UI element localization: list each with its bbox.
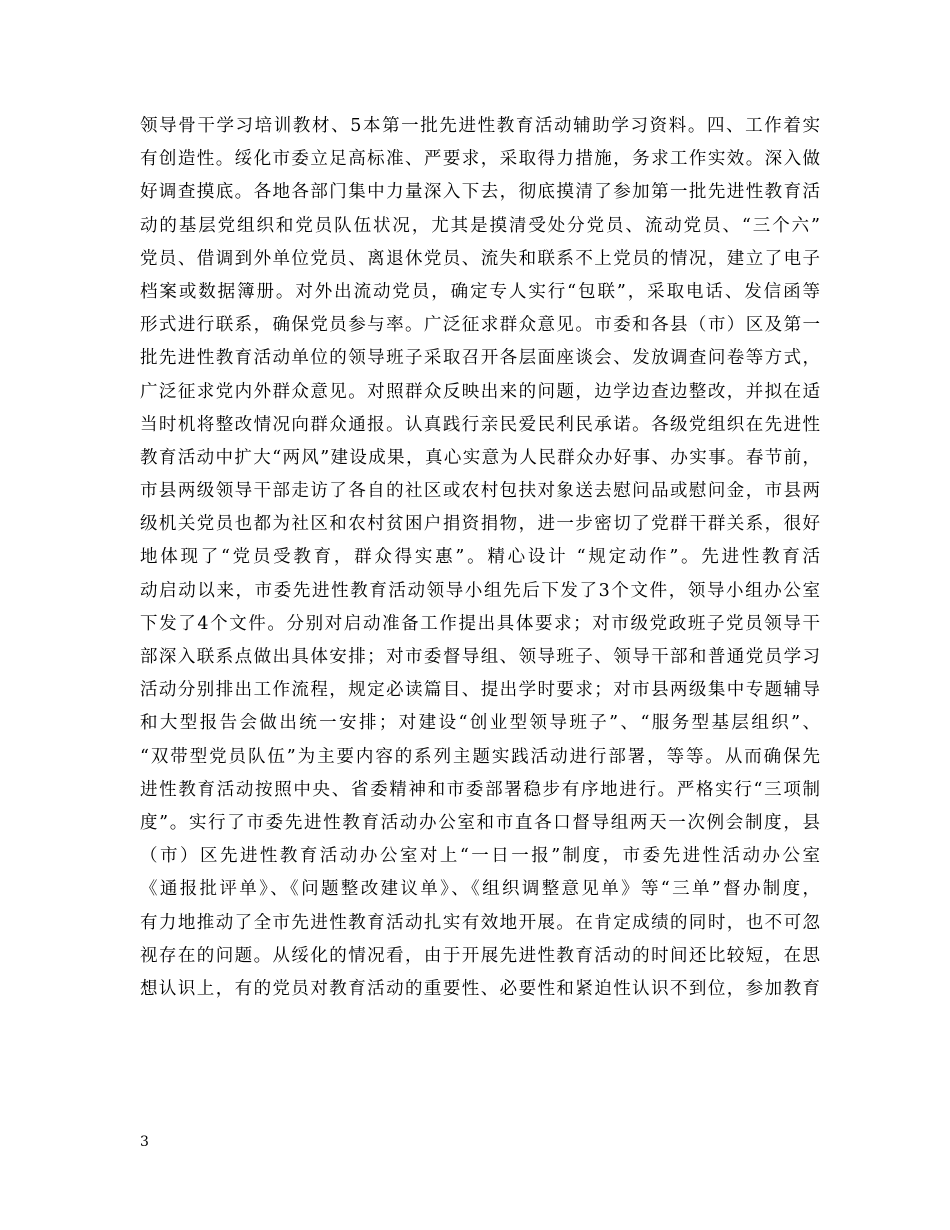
text-line: 档案或数据簿册。对外出流动党员，确定专人实行“包联”，采取电话、发信函等 xyxy=(140,281,820,302)
text-line: 进性教育活动按照中央、省委精神和市委部署稳步有序地进行。严格实行“三项制 xyxy=(140,779,820,800)
text-line: （市）区先进性教育活动办公室对上“一日一报”制度，市委先进性活动办公室 xyxy=(140,846,820,867)
text-line: 当时机将整改情况向群众通报。认真践行亲民爱民利民承诺。各级党组织在先进性 xyxy=(140,414,820,435)
document-body xyxy=(140,110,820,1006)
text-line: 有创造性。绥化市委立足高标准、严要求，采取得力措施，务求工作实效。深入做 xyxy=(140,149,820,170)
text-line: 广泛征求党内外群众意见。对照群众反映出来的问题，边学边查边整改，并拟在适 xyxy=(140,381,820,402)
text-line: 想认识上，有的党员对教育活动的重要性、必要性和紧迫性认识不到位，参加教育 xyxy=(140,978,820,999)
text-line: 形式进行联系，确保党员参与率。广泛征求群众意见。市委和各县（市）区及第一 xyxy=(140,315,820,336)
text-line: 活动分别排出工作流程，规定必读篇目、提出学时要求；对市县两级集中专题辅导 xyxy=(140,680,820,701)
text-line: “双带型党员队伍”为主要内容的系列主题实践活动进行部署，等等。从而确保先 xyxy=(140,746,820,767)
text-line: 度”。实行了市委先进性教育活动办公室和市直各口督导组两天一次例会制度，县 xyxy=(140,812,820,833)
text-line: 动启动以来，市委先进性教育活动领导小组先后下发了3个文件，领导小组办公室 xyxy=(140,580,820,601)
text-line: 下发了4个文件。分别对启动准备工作提出具体要求；对市级党政班子党员领导干 xyxy=(140,613,820,634)
text-line: 市县两级领导干部走访了各自的社区或农村包扶对象送去慰问品或慰问金，市县两 xyxy=(140,481,820,502)
text-line: 教育活动中扩大“两风”建设成果，真心实意为人民群众办好事、办实事。春节前， xyxy=(140,447,820,468)
text-line: 批先进性教育活动单位的领导班子采取召开各层面座谈会、发放调查问卷等方式， xyxy=(140,348,820,369)
text-line: 地体现了“党员受教育，群众得实惠”。精心设计 “规定动作”。先进性教育活 xyxy=(140,547,820,568)
text-line: 部深入联系点做出具体安排；对市委督导组、领导班子、领导干部和普通党员学习 xyxy=(140,647,820,667)
text-line: 党员、借调到外单位党员、离退休党员、流失和联系不上党员的情况，建立了电子 xyxy=(140,248,820,269)
text-line: 有力地推动了全市先进性教育活动扎实有效地开展。在肯定成绩的同时，也不可忽 xyxy=(140,912,820,933)
text-line: 领导骨干学习培训教材、5本第一批先进性教育活动辅助学习资料。四、工作着实 xyxy=(140,116,820,136)
text-line: 级机关党员也都为社区和农村贫困户捐资捐物，进一步密切了党群干群关系，很好 xyxy=(140,514,820,535)
page-number: 3 xyxy=(140,1134,149,1150)
text-line: 好调查摸底。各地各部门集中力量深入下去，彻底摸清了参加第一批先进性教育活 xyxy=(140,182,820,203)
text-line: 《通报批评单》、《问题整改建议单》、《组织调整意见单》等“三单”督办制度， xyxy=(140,879,820,900)
text-line: 视存在的问题。从绥化的情况看，由于开展先进性教育活动的时间还比较短，在思 xyxy=(140,945,820,966)
text-line: 和大型报告会做出统一安排；对建设“创业型领导班子”、“服务型基层组织”、 xyxy=(140,713,820,734)
text-line: 动的基层党组织和党员队伍状况，尤其是摸清受处分党员、流动党员、“三个六” xyxy=(140,215,820,236)
